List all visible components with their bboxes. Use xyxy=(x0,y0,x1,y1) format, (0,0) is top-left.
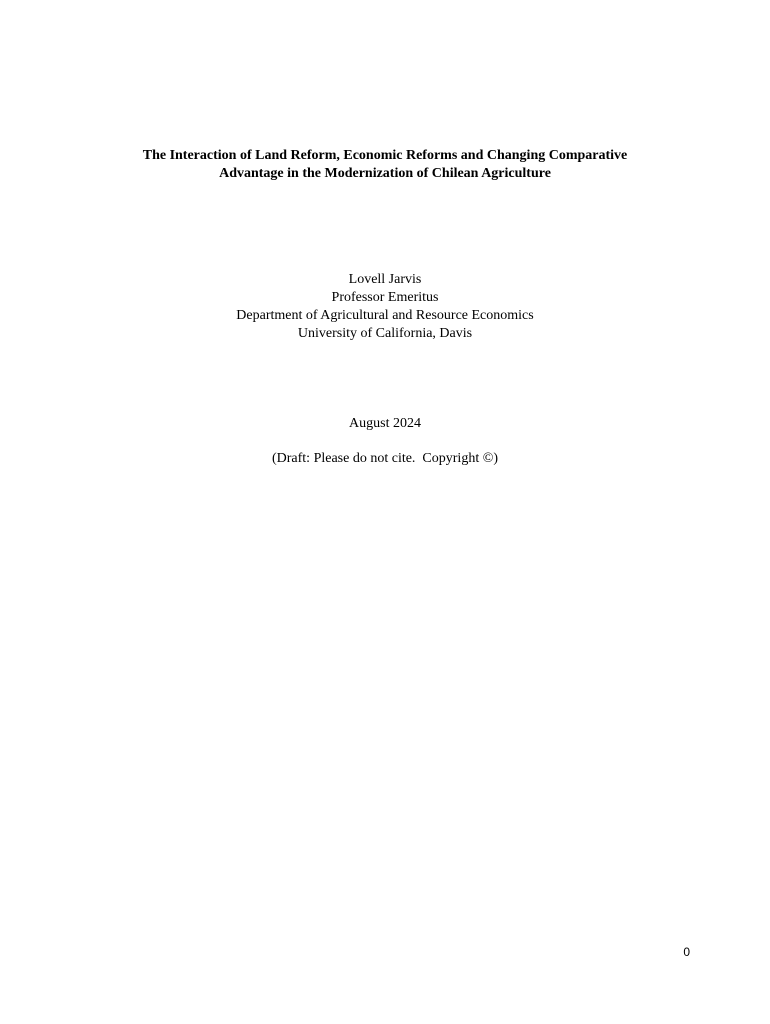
paper-title xyxy=(0,147,770,183)
author-department: Department of Agricultural and Resource Economics xyxy=(236,308,534,323)
draft-notice: (Draft: Please do not cite. Copyright ©) xyxy=(271,451,499,466)
paper-title-line-2: Advantage in the Modernization of Chilean Agriculture xyxy=(219,166,551,181)
paper-title-line-1: The Interaction of Land Reform, Economic Reforms and Changing Comparative xyxy=(142,148,628,163)
page-number: 0 xyxy=(683,945,690,959)
paper-date: August 2024 xyxy=(349,416,421,431)
author-position: Professor Emeritus xyxy=(331,290,439,305)
author-name: Lovell Jarvis xyxy=(348,272,422,287)
author-block xyxy=(0,271,770,343)
author-institution: University of California, Davis xyxy=(297,326,473,341)
